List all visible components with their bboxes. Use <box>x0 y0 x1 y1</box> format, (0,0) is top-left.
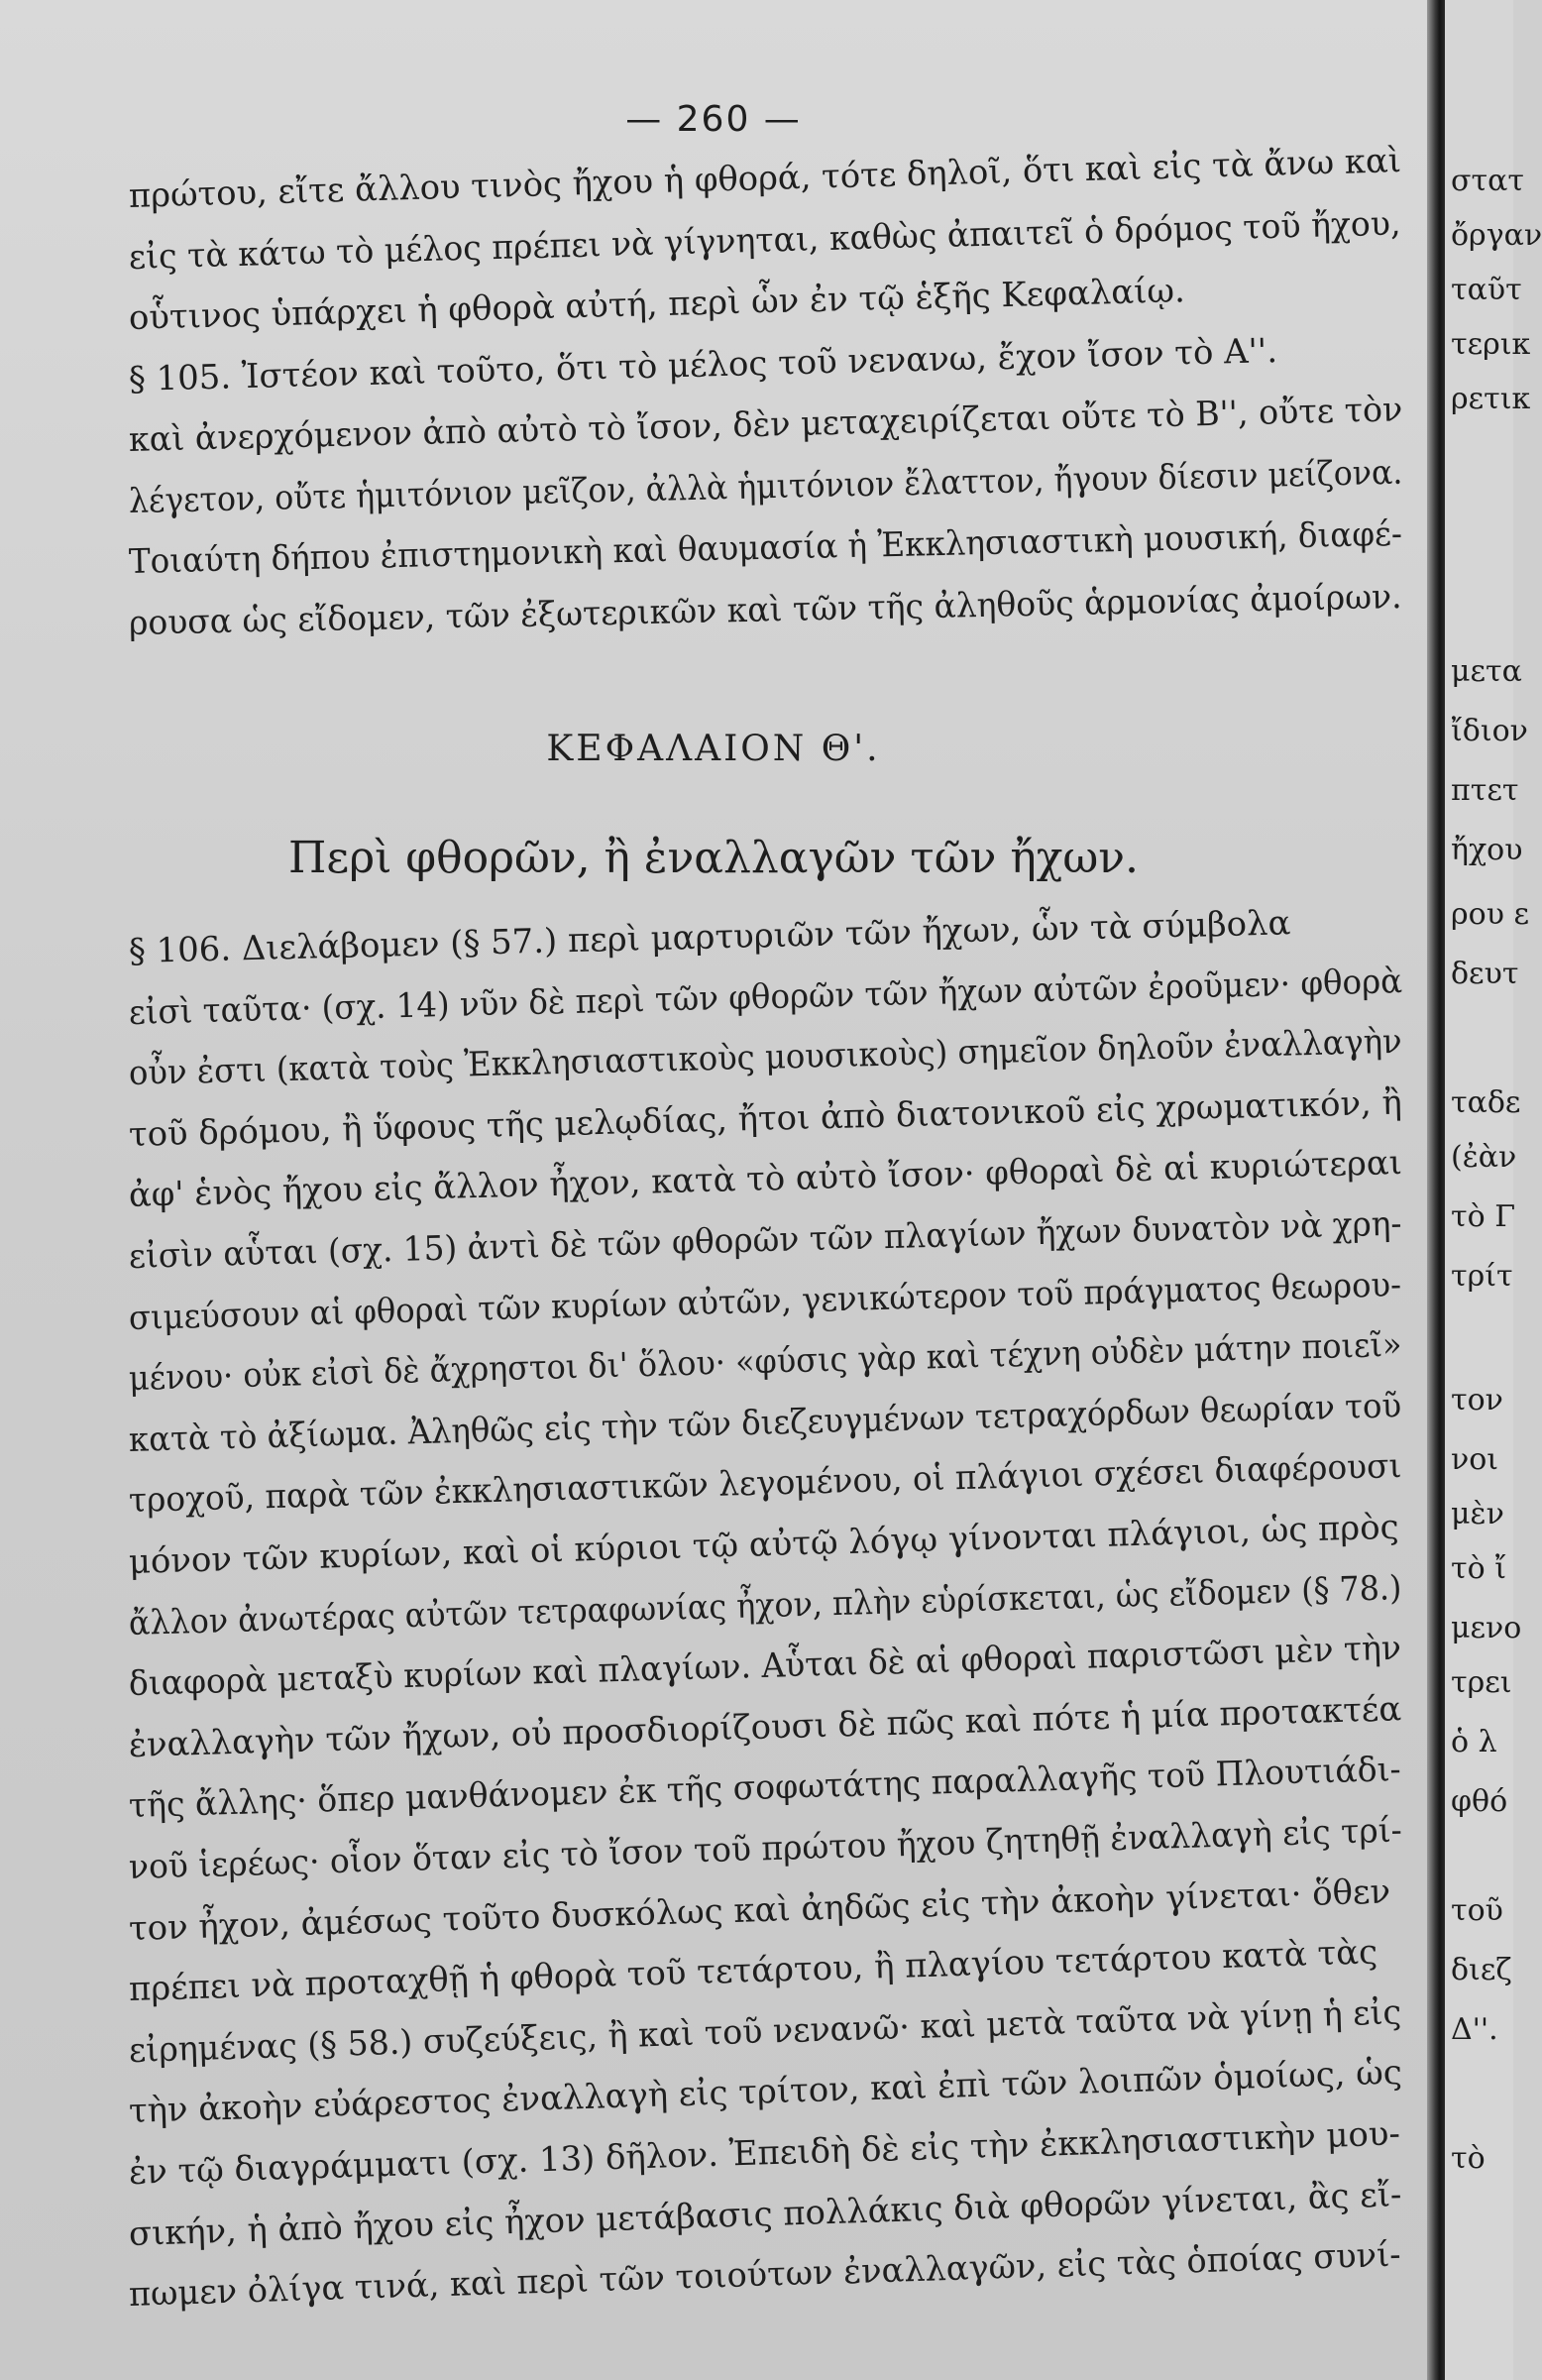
text-line: εἰρημένας (§ 58.) συζεύξεις, ἢ καὶ τοῦ νενανῶ· καὶ μετὰ ταῦτα νὰ γίνῃ ἡ εἰς <box>128 1992 1402 2071</box>
adjacent-page-fragment: τον <box>1451 1383 1503 1417</box>
text-line: τῆς ἄλλης· ὅπερ μανθάνομεν ἐκ τῆς σοφωτάτης παραλλαγῆς τοῦ Πλουτιάδι- <box>128 1750 1402 1827</box>
page-number: — 260 — <box>625 99 802 140</box>
adjacent-page-fragment: πτετ <box>1451 773 1519 808</box>
adjacent-page-fragment: μετα <box>1451 654 1522 689</box>
text-line: πωμεν ὀλίγα τινά, καὶ περὶ τῶν τοιούτων ἐναλλαγῶν, εἰς τὰς ὁποίας συνί- <box>128 2234 1402 2316</box>
adjacent-page-fragment: ὁ λ <box>1451 1725 1497 1759</box>
text-line: καὶ ἀνερχόμενον ἀπὸ αὐτὸ τὸ ἴσον, δὲν μεταχειρίζεται οὔτε τὸ Β'', οὔτε τὸν <box>128 390 1403 460</box>
text-line: οὗτινος ὑπάρχει ἡ φθορὰ αὐτή, περὶ ὧν ἐν τῷ ἑξῆς Κεφαλαίῳ. <box>128 271 1186 338</box>
text-line: τροχοῦ, παρὰ τῶν ἐκκλησιαστικῶν λεγομένου, οἱ πλάγιοι σχέσει διαφέρουσι <box>128 1446 1402 1522</box>
text-line: λέγετον, οὔτε ἡμιτόνιον μεῖζον, ἀλλὰ ἡμιτόνιον ἔλαττον, ἤγουν δίεσιν μείζονα. <box>128 452 1403 521</box>
text-line: εἰσὶν αὗται (σχ. 15) ἀντὶ δὲ τῶν φθορῶν τῶν πλαγίων ἤχων δυνατὸν νὰ χρη- <box>128 1203 1402 1277</box>
text-line: πρώτου, εἴτε ἄλλου τινὸς ἤχου ἡ φθορά, τότε δηλοῖ, ὅτι καὶ εἰς τὰ ἄνω καὶ <box>128 141 1402 216</box>
text-line: μόνον τῶν κυρίων, καὶ οἱ κύριοι τῷ αὐτῷ λόγῳ γίνονται πλάγιοι, ὡς πρὸς <box>128 1507 1400 1582</box>
adjacent-page-fragment: (ἐὰν <box>1451 1140 1517 1175</box>
text-line: κατὰ τὸ ἀξίωμα. Ἀληθῶς εἰς τὴν τῶν διεζευγμένων τετραχόρδων θεωρίαν τοῦ <box>128 1386 1402 1460</box>
text-line: οὖν ἐστι (κατὰ τοὺς Ἐκκλησιαστικοὺς μουσικοὺς) σημεῖον δηλοῦν ἐναλλαγὴν <box>128 1021 1403 1094</box>
text-line: § 106. Διελάβομεν (§ 57.) περὶ μαρτυριῶν τῶν ἤχων, ὧν τὰ σύμβολα <box>128 903 1291 971</box>
adjacent-page-fragment: ρου ε <box>1451 897 1530 932</box>
adjacent-page-fragment: τοῦ <box>1451 1893 1503 1928</box>
adjacent-page-edge <box>1445 0 1542 2380</box>
adjacent-page-fragment: ἴδιον <box>1451 714 1528 748</box>
book-gutter <box>1427 0 1445 2380</box>
adjacent-page-fragment: τερικ <box>1451 327 1531 362</box>
text-line: τοῦ δρόμου, ἢ ὕφους τῆς μελῳδίας, ἤτοι ἀπὸ διατονικοῦ εἰς χρωματικόν, ἢ <box>128 1082 1403 1155</box>
text-line: σικήν, ἡ ἀπὸ ἤχου εἰς ἦχον μετάβασις πολλάκις διὰ φθορῶν γίνεται, ἂς εἴ- <box>128 2174 1402 2254</box>
text-line: πρέπει νὰ προταχθῇ ἡ φθορὰ τοῦ τετάρτου, ἢ πλαγίου τετάρτου κατὰ τὰς <box>128 1932 1378 2010</box>
text-line: τὴν ἀκοὴν εὐάρεστος ἐναλλαγὴ εἰς τρίτον, καὶ ἐπὶ τῶν λοιπῶν ὁμοίως, ὡς <box>128 2053 1403 2132</box>
text-line: § 105. Ἰστέον καὶ τοῦτο, ὅτι τὸ μέλος τοῦ νενανω, ἔχον ἴσον τὸ Α''. <box>128 330 1278 399</box>
text-line: νοῦ ἱερέως· οἷον ὅταν εἰς τὸ ἴσον τοῦ πρώτου ἤχου ζητηθῇ ἐναλλαγὴ εἰς τρί- <box>128 1810 1403 1887</box>
text-line: μένου· οὐκ εἰσὶ δὲ ἄχρηστοι δι' ὅλου· «φύσις γὰρ καὶ τέχνη οὐδὲν μάτην ποιεῖ» <box>128 1324 1402 1400</box>
text-line: ἄλλον ἀνωτέρας αὐτῶν τετραφωνίας ἦχον, πλὴν εὑρίσκεται, ὡς εἴδομεν (§ 78.) <box>128 1567 1402 1643</box>
text-line: διαφορὰ μεταξὺ κυρίων καὶ πλαγίων. Αὗται δὲ αἱ φθοραὶ παριστῶσι μὲν τὴν <box>128 1628 1402 1705</box>
chapter-heading: ΚΕΦΑΛΑΙΟΝ Θ'. <box>546 729 881 769</box>
adjacent-page-fragment: ὄργαν <box>1451 218 1542 253</box>
adjacent-page-fragment: ρετικ <box>1451 382 1531 416</box>
adjacent-page-fragment: φθό <box>1451 1784 1508 1819</box>
adjacent-page-fragment: τὸ <box>1451 2141 1486 2176</box>
adjacent-page-fragment: μενο <box>1451 1611 1522 1645</box>
text-line: Τοιαύτη δήπου ἐπιστημονικὴ καὶ θαυμασία ἡ Ἐκκλησιαστικὴ μουσική, διαφέ- <box>128 513 1403 582</box>
adjacent-page-fragment: δευτ <box>1451 957 1519 991</box>
adjacent-page-fragment: τὸ Γ <box>1451 1199 1516 1234</box>
adjacent-page-fragment: ἤχου <box>1451 833 1523 867</box>
text-line: ἐν τῷ διαγράμματι (σχ. 13) δῆλον. Ἐπειδὴ δὲ εἰς τὴν ἐκκλησιαστικὴν μου- <box>128 2113 1401 2193</box>
text-line: ἀφ' ἑνὸς ἤχου εἰς ἄλλον ἦχον, κατὰ τὸ αὐτὸ ἴσον· φθοραὶ δὲ αἱ κυριώτεραι <box>128 1143 1403 1216</box>
chapter-title: Περὶ φθορῶν, ἢ ἐναλλαγῶν τῶν ἤχων. <box>288 833 1139 883</box>
adjacent-page-fragment: Δ''. <box>1451 2012 1498 2047</box>
adjacent-page-fragment: τὸ ἴ <box>1451 1551 1506 1586</box>
adjacent-page-fragment: τρίτ <box>1451 1259 1513 1294</box>
text-line: ρουσα ὡς εἴδομεν, τῶν ἐξωτερικῶν καὶ τῶν τῆς ἀληθοῦς ἁρμονίας ἀμοίρων. <box>128 576 1402 643</box>
adjacent-page-fragment: διεζ <box>1451 1953 1512 1987</box>
adjacent-page-fragment: μὲν <box>1451 1497 1504 1531</box>
text-line: σιμεύσουν αἱ φθοραὶ τῶν κυρίων αὐτῶν, γενικώτερον τοῦ πράγματος θεωρου- <box>128 1264 1402 1338</box>
text-line: εἰσὶ ταῦτα· (σχ. 14) νῦν δὲ περὶ τῶν φθορῶν τῶν ἤχων αὐτῶν ἐροῦμεν· φθορὰ <box>128 961 1403 1033</box>
adjacent-page-fragment: ταδε <box>1451 1085 1521 1120</box>
text-line: ἐναλλαγὴν τῶν ἤχων, οὐ προσδιορίζουσι δὲ πῶς καὶ πότε ἡ μία προτακτέα <box>128 1689 1402 1765</box>
text-line: εἰς τὰ κάτω τὸ μέλος πρέπει νὰ γίγνηται, καθὼς ἀπαιτεῖ ὁ δρόμος τοῦ ἤχου, <box>128 203 1401 278</box>
adjacent-page-fragment: ταῦτ <box>1451 273 1522 307</box>
adjacent-page-fragment: στατ <box>1451 164 1524 198</box>
adjacent-page-fragment: νοι <box>1451 1442 1499 1477</box>
adjacent-page-fragment: τρει <box>1451 1665 1512 1700</box>
text-line: τον ἦχον, ἀμέσως τοῦτο δυσκόλως καὶ ἀηδῶς εἰς τὴν ἀκοὴν γίνεται· ὅθεν <box>128 1871 1391 1949</box>
